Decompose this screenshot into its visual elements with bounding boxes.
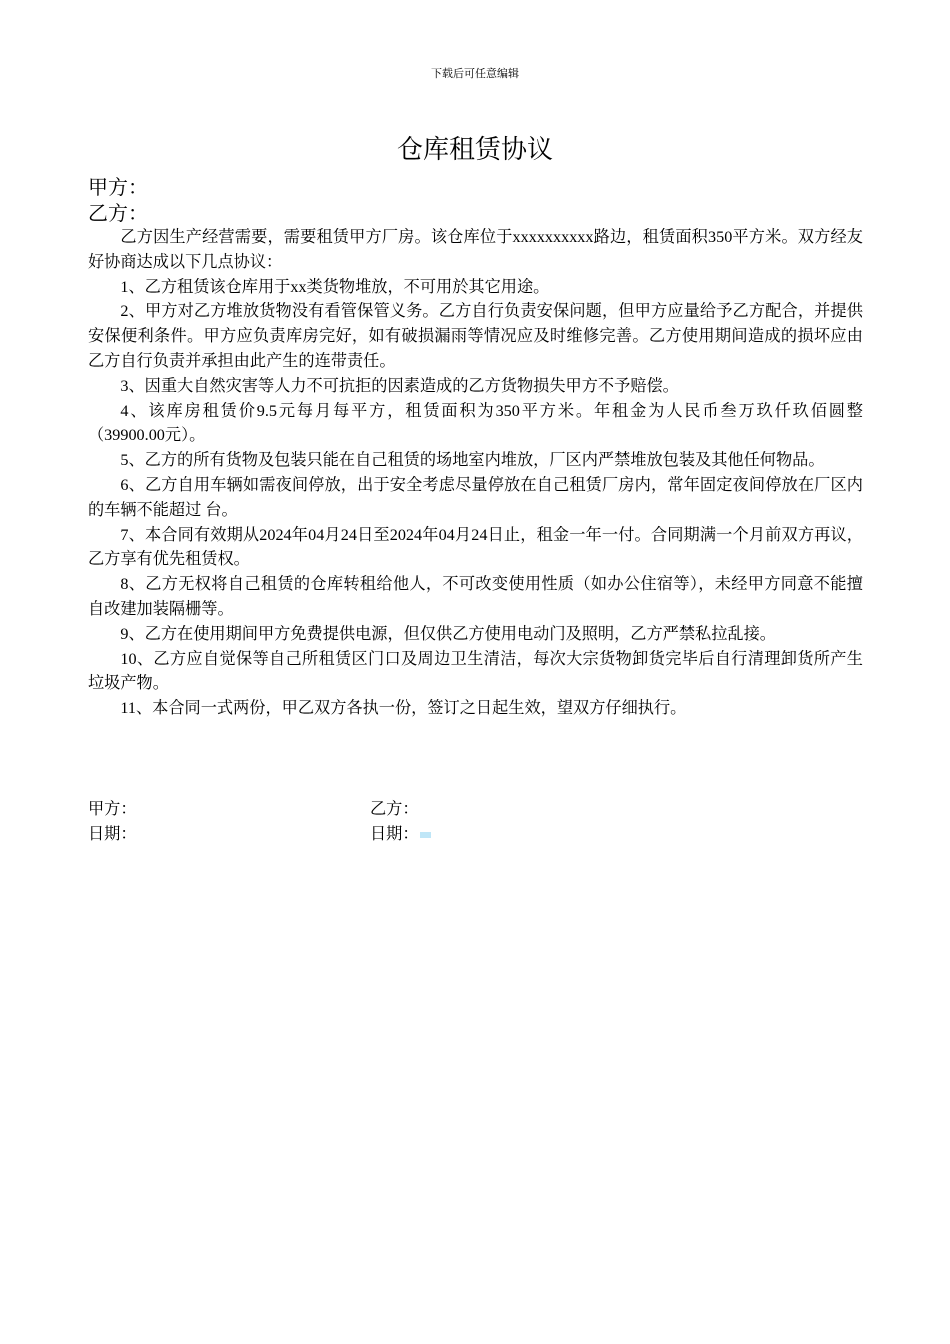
signature-block <box>88 797 788 847</box>
clause-1: 1、乙方租赁该仓库用于xx类货物堆放，不可用於其它用途。 <box>120 277 550 296</box>
clause-5: 5、乙方的所有货物及包装只能在自己租赁的场地室内堆放，厂区内严禁堆放包装及其他任何物品。 <box>120 451 825 470</box>
date-party-b-wrap <box>370 822 431 847</box>
date-party-a: 日期： <box>88 824 137 843</box>
clause-11: 11、本合同一式两份，甲乙双方各执一份，签订之日起生效，望双方仔细执行。 <box>120 699 687 718</box>
signature-row <box>88 797 788 822</box>
clause-4: 4、该库房租赁价9.5元每月每平方，租赁面积为350平方米。年租金为人民币叁万玖仟玖佰圆整（39900.00元）。 <box>88 401 863 445</box>
document-title: 仓库租赁协议 <box>396 135 553 165</box>
clause-2: 2、甲方对乙方堆放货物没有看管保管义务。乙方自行负责安保问题，但甲方应量给予乙方配合，并提供安保便利条件。甲方应负责库房完好，如有破损漏雨等情况应及时维修完善。乙方使用期间造成的损坏应由乙方自行负责并承担由此产生的连带责任。 <box>88 302 863 370</box>
intro-paragraph: 乙方因生产经营需要，需要租赁甲方厂房。该仓库位于xxxxxxxxxx路边，租赁面积350平方米。双方经友好协商达成以下几点协议： <box>88 228 863 271</box>
clause-7: 7、本合同有效期从2024年04月24日至2024年04月24日止，租金一年一付。合同期满一个月前双方再议，乙方享有优先租赁权。 <box>88 525 863 569</box>
clause-10: 10、乙方应自觉保等自己所租赁区门口及周边卫生清洁，每次大宗货物卸货完毕后自行清理卸货所产生垃圾产物。 <box>88 649 863 693</box>
clause-6: 6、乙方自用车辆如需夜间停放，出于安全考虑尽量停放在自己租赁厂房内，常年固定夜间停放在厂区内的车辆不能超过 台。 <box>88 475 863 519</box>
clause-8: 8、乙方无权将自己租赁的仓库转租给他人，不可改变使用性质（如办公住宿等），未经甲方同意不能擅自改建加装隔栅等。 <box>88 575 863 618</box>
signature-party-b: 乙方： <box>370 800 419 818</box>
clause-3: 3、因重大自然灾害等人力不可抗拒的因素造成的乙方货物损失甲方不予赔偿。 <box>120 376 679 395</box>
contract-body <box>88 225 863 721</box>
party-a-label: 甲方： <box>88 175 148 199</box>
clause-9: 9、乙方在使用期间甲方免费提供电源，但仅供乙方使用电动门及照明，乙方严禁私拉乱接。 <box>120 624 776 643</box>
date-party-b: 日期： <box>370 824 419 843</box>
signature-party-a: 甲方： <box>88 800 137 818</box>
header-note: 下载后可任意编辑 <box>431 68 519 80</box>
date-row <box>88 822 788 847</box>
text-cursor-highlight <box>420 832 431 838</box>
party-b-label: 乙方： <box>88 201 148 225</box>
